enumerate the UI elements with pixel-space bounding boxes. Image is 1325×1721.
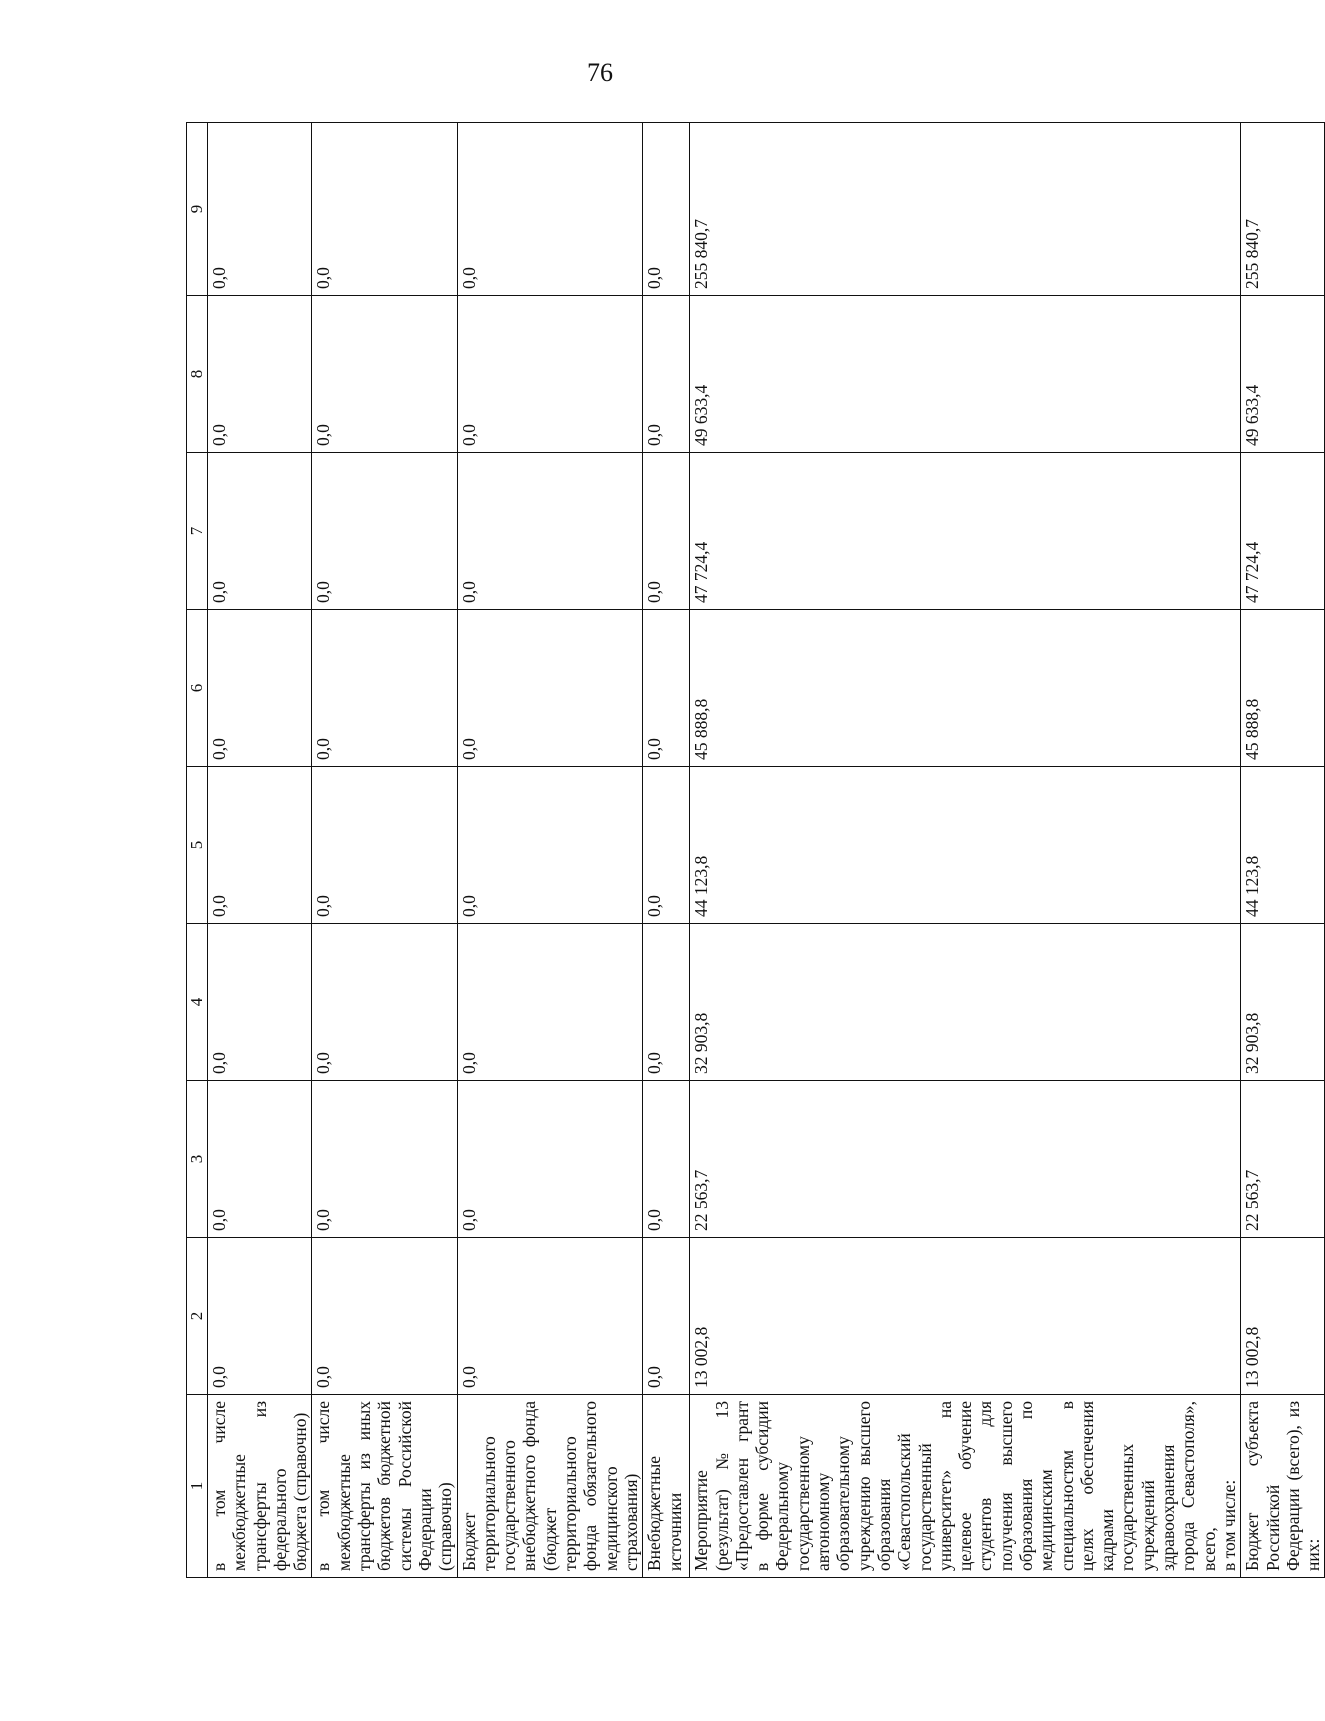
header-cell: 4 [187, 924, 208, 1081]
row-label-main: Мероприятие (результат) № 13 «Предоставлен грант в форме субсидии Федеральному государственному автономному образовательному учреждению высшего образования «Севастопольский государственный университет» на целевое обучение студентов для получения высшего образования по медицинским специальностям в целях обеспечения кадрами государственных учреждений здравоохранения города Севастополя», всего, [691, 1401, 1219, 1571]
value-cell: 47 724,4 [1241, 453, 1325, 610]
header-row [187, 123, 208, 1578]
table-row [643, 123, 690, 1578]
value-cell: 0,0 [312, 1081, 457, 1238]
value-cell: 0,0 [208, 123, 312, 296]
value-cell: 0,0 [312, 296, 457, 453]
value-cell: 255 840,7 [1241, 123, 1325, 296]
header-cell: 1 [187, 1395, 208, 1578]
value-cell: 49 633,4 [1241, 296, 1325, 453]
value-cell: 255 840,7 [690, 123, 1241, 296]
value-cell: 32 903,8 [690, 924, 1241, 1081]
value-cell: 32 903,8 [1241, 924, 1325, 1081]
value-cell: 0,0 [643, 1081, 690, 1238]
header-cell: 3 [187, 1081, 208, 1238]
value-cell: 0,0 [643, 1238, 690, 1395]
value-cell: 13 002,8 [1241, 1238, 1325, 1395]
value-cell: 0,0 [643, 924, 690, 1081]
value-cell: 22 563,7 [1241, 1081, 1325, 1238]
value-cell: 0,0 [457, 767, 643, 924]
header-cell: 6 [187, 610, 208, 767]
row-label: в том числе межбюджетные трансферты из федерального бюджета (справочно) [208, 1395, 312, 1578]
budget-table-rotated [186, 123, 1324, 1578]
value-cell: 45 888,8 [690, 610, 1241, 767]
value-cell: 22 563,7 [690, 1081, 1241, 1238]
table-row [690, 123, 1241, 1578]
value-cell: 44 123,8 [1241, 767, 1325, 924]
page-number: 76 [587, 58, 613, 87]
value-cell: 0,0 [457, 610, 643, 767]
value-cell: 0,0 [312, 924, 457, 1081]
value-cell: 0,0 [457, 453, 643, 610]
value-cell: 45 888,8 [1241, 610, 1325, 767]
header-cell: 9 [187, 123, 208, 296]
row-label: Внебюджетные источники [643, 1395, 690, 1578]
header-cell: 7 [187, 453, 208, 610]
value-cell: 0,0 [312, 610, 457, 767]
value-cell: 0,0 [312, 453, 457, 610]
value-cell: 0,0 [643, 453, 690, 610]
value-cell: 0,0 [457, 296, 643, 453]
budget-table [186, 122, 1325, 1578]
value-cell: 0,0 [208, 1238, 312, 1395]
table-row [457, 123, 643, 1578]
value-cell: 49 633,4 [690, 296, 1241, 453]
value-cell: 0,0 [208, 610, 312, 767]
header-cell: 8 [187, 296, 208, 453]
value-cell: 0,0 [457, 1238, 643, 1395]
value-cell: 0,0 [208, 453, 312, 610]
header-cell: 2 [187, 1238, 208, 1395]
value-cell: 0,0 [312, 1238, 457, 1395]
table-row [208, 123, 312, 1578]
value-cell: 0,0 [643, 296, 690, 453]
value-cell: 0,0 [208, 296, 312, 453]
row-label-sub: в том числе: [1218, 1479, 1239, 1571]
value-cell: 47 724,4 [690, 453, 1241, 610]
value-cell: 0,0 [643, 123, 690, 296]
value-cell: 0,0 [208, 924, 312, 1081]
header-cell: 5 [187, 767, 208, 924]
value-cell: 0,0 [312, 123, 457, 296]
value-cell: 0,0 [312, 767, 457, 924]
row-label: Бюджет территориального государственного внебюджетного фонда (бюджет территориального фонда обязательного медицинского страхования) [457, 1395, 643, 1578]
value-cell: 0,0 [457, 123, 643, 296]
row-label: в том числе межбюджетные трансферты из иных бюджетов бюджетной системы Российской Федерации (справочно) [312, 1395, 457, 1578]
value-cell: 0,0 [457, 1081, 643, 1238]
value-cell: 44 123,8 [690, 767, 1241, 924]
table-row [1241, 123, 1325, 1578]
value-cell: 13 002,8 [690, 1238, 1241, 1395]
row-label [690, 1395, 1241, 1578]
row-label: Бюджет субъекта Российской Федерации (всего), из них: [1241, 1395, 1325, 1578]
value-cell: 0,0 [208, 767, 312, 924]
table-row [312, 123, 457, 1578]
value-cell: 0,0 [643, 767, 690, 924]
value-cell: 0,0 [457, 924, 643, 1081]
value-cell: 0,0 [208, 1081, 312, 1238]
value-cell: 0,0 [643, 610, 690, 767]
